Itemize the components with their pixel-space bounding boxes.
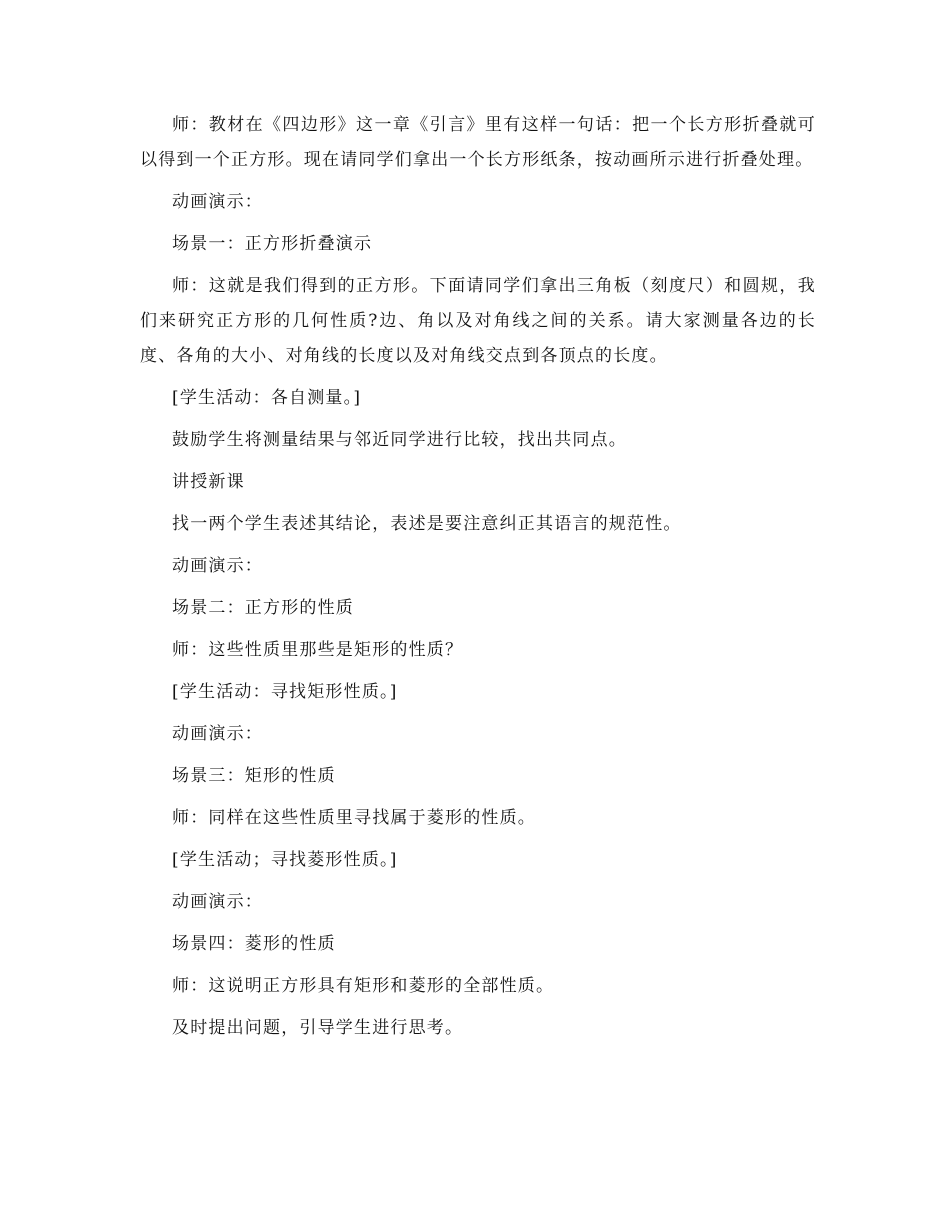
paragraph-student-activity-1: [学生活动：各自测量。]	[172, 388, 362, 408]
paragraph-new-lesson: 讲授新课	[172, 472, 245, 492]
paragraph-animation-label-2: 动画演示：	[172, 556, 263, 576]
paragraph-student-statement: 找一两个学生表述其结论，表述是要注意纠正其语言的规范性。	[172, 514, 682, 534]
paragraph-student-activity-2: [学生活动：寻找矩形性质。]	[172, 682, 398, 702]
paragraph-animation-label-3: 动画演示：	[172, 724, 263, 744]
paragraph-scene-4: 场景四：菱形的性质	[172, 934, 336, 954]
paragraph-prompt-thinking: 及时提出问题，引导学生进行思考。	[172, 1018, 464, 1038]
paragraph-intro: 师：教材在《四边形》这一章《引言》里有这样一句话：把一个长方形折叠就可以得到一个正方形。现在请同学们拿出一个长方形纸条，按动画所示进行折叠处理。	[140, 115, 816, 170]
paragraph-compare: 鼓励学生将测量结果与邻近同学进行比较，找出共同点。	[172, 430, 627, 450]
paragraph-student-activity-3: [学生活动；寻找菱形性质。]	[172, 850, 398, 870]
paragraph-teacher-question-rectangle: 师：这些性质里那些是矩形的性质？	[172, 640, 464, 660]
paragraph-scene-3: 场景三：矩形的性质	[172, 766, 336, 786]
paragraph-measure-instructions: 师：这就是我们得到的正方形。下面请同学们拿出三角板（刻度尺）和圆规，我们来研究正方形的几何性质?边、角以及对角线之间的关系。请大家测量各边的长度、各角的大小、对角线的长度以及对角线交点到各顶点的长度。	[140, 276, 816, 366]
document-body	[140, 108, 816, 1053]
paragraph-teacher-question-rhombus: 师：同样在这些性质里寻找属于菱形的性质。	[172, 808, 536, 828]
paragraph-scene-2: 场景二：正方形的性质	[172, 598, 354, 618]
paragraph-teacher-conclusion: 师：这说明正方形具有矩形和菱形的全部性质。	[172, 976, 555, 996]
paragraph-animation-label-1: 动画演示：	[172, 192, 263, 212]
paragraph-animation-label-4: 动画演示：	[172, 892, 263, 912]
paragraph-scene-1: 场景一：正方形折叠演示	[172, 234, 373, 254]
